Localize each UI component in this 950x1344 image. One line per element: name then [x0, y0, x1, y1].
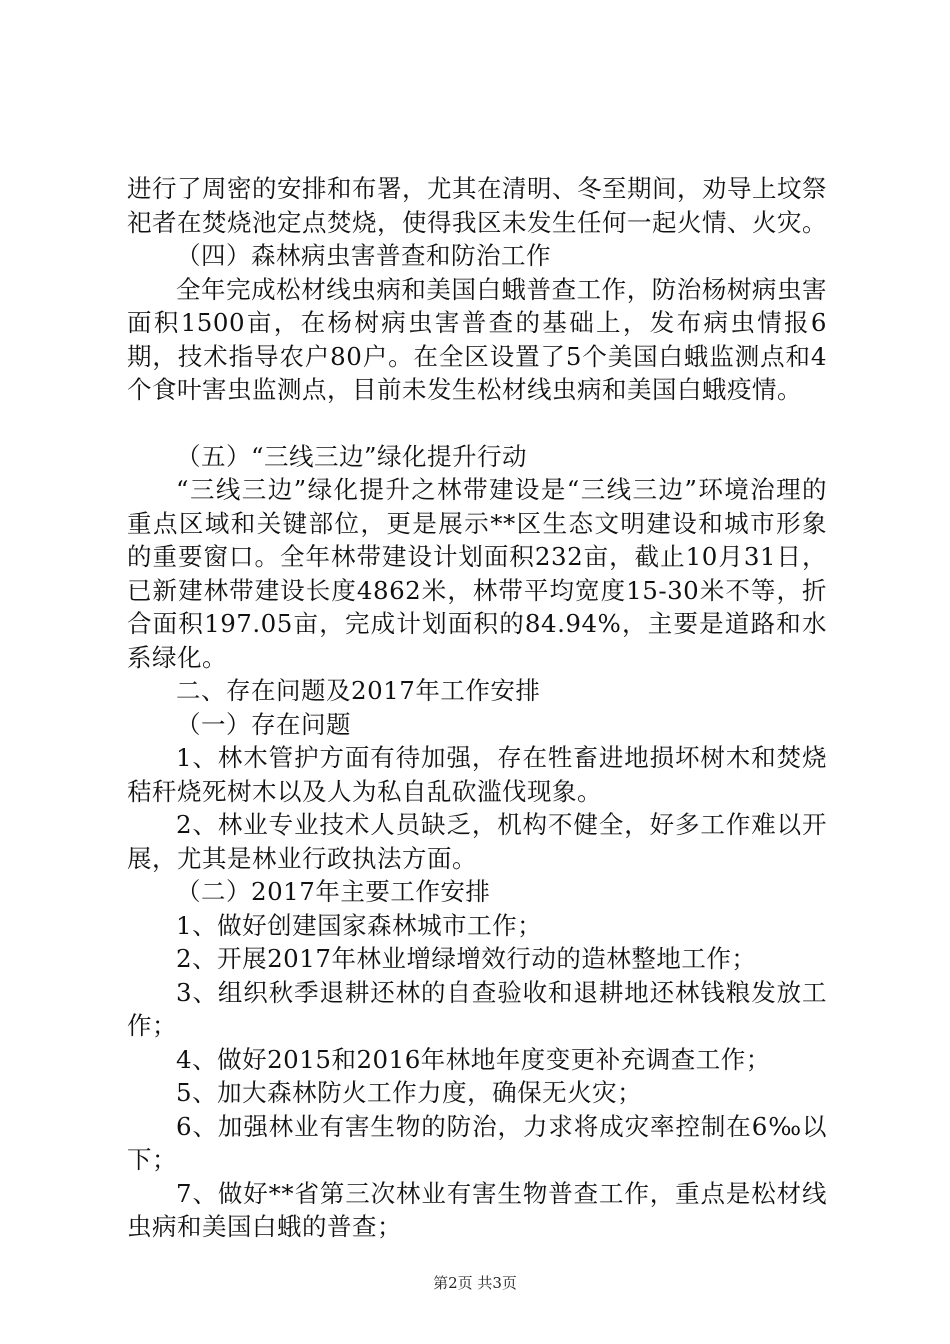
- paragraph: 6、加强林业有害生物的防治，力求将成灾率控制在6‰以下；: [127, 1111, 827, 1174]
- paragraph-gap: [127, 407, 827, 440]
- paragraph: 3、组织秋季退耕还林的自查验收和退耕地还林钱粮发放工作；: [127, 977, 827, 1040]
- paragraph: 5、加大森林防火工作力度，确保无火灾；: [176, 1078, 643, 1107]
- paragraph: 1、做好创建国家森林城市工作；: [176, 910, 543, 940]
- paragraph: 1、林木管护方面有待加强，存在牲畜进地损坏树木和焚烧秸秆烧死树木以及人为私自乱砍滥伐现象。: [127, 743, 827, 806]
- paragraph: 7、做好**省第三次林业有害生物普查工作，重点是松材线虫病和美国白蛾的普查；: [127, 1178, 827, 1241]
- paragraph: （五）“三线三边”绿化提升行动: [176, 441, 528, 471]
- paragraph: 二、存在问题及2017年工作安排: [176, 676, 541, 705]
- document-body: [127, 172, 827, 1244]
- paragraph: 2、开展2017年林业增绿增效行动的造林整地工作；: [176, 944, 757, 973]
- page-footer: 第2页 共3页: [433, 1274, 517, 1292]
- paragraph: 全年完成松材线虫病和美国白蛾普查工作，防治杨树病虫害面积1500亩，在杨树病虫害普查的基础上，发布病虫情报6期，技术指导农户80户。在全区设置了5个美国白蛾监测点和4个食叶害虫监测点，目前未发生松材线虫病和美国白蛾疫情。: [127, 274, 827, 404]
- paragraph: （二）2017年主要工作安排: [176, 877, 491, 906]
- paragraph: “三线三边”绿化提升之林带建设是“三线三边”环境治理的重点区域和关键部位，更是展示**区生态文明建设和城市形象的重要窗口。全年林带建设计划面积232亩，截止10月31日，已新建林带建设长度4862米，林带平均宽度15-30米不等，折合面积197.05亩，完成计划面积的84.94%，主要是道路和水系绿化。: [127, 475, 827, 672]
- paragraph: 4、做好2015和2016年林地年度变更补充调查工作；: [176, 1044, 771, 1074]
- paragraph: （四）森林病虫害普查和防治工作: [176, 241, 551, 270]
- paragraph: 2、林业专业技术人员缺乏，机构不健全，好多工作难以开展，尤其是林业行政执法方面。: [127, 810, 827, 873]
- paragraph: 进行了周密的安排和布署，尤其在清明、冬至期间，劝导上坟祭祀者在焚烧池定点焚烧，使得我区未发生任何一起火情、火灾。: [127, 174, 827, 237]
- paragraph: （一）存在问题: [176, 709, 351, 739]
